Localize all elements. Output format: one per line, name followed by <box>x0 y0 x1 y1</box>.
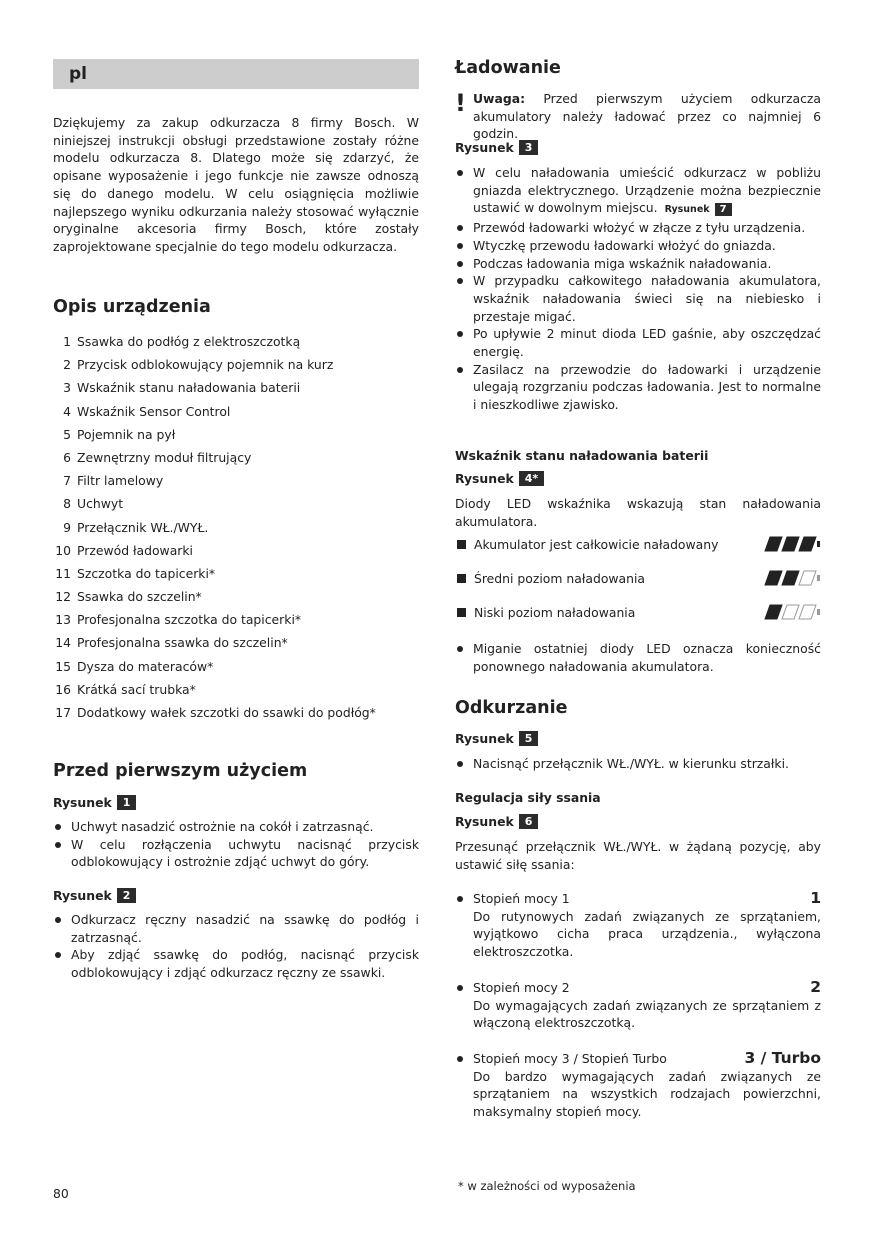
part-label: Szczotka do tapicerki* <box>77 565 216 581</box>
figure-word: Rysunek <box>53 795 112 810</box>
battery-level-label: Średni poziom naładowania <box>474 570 646 586</box>
first-use-heading: Przed pierwszym użyciem <box>53 761 308 781</box>
page-number: 80 <box>53 1186 69 1201</box>
figure-word: Rysunek <box>455 814 514 829</box>
battery-level-row <box>455 595 821 629</box>
vacuuming-heading: Odkurzanie <box>455 698 568 718</box>
charging-heading: Ładowanie <box>455 58 561 78</box>
battery-segment-filled <box>765 605 782 619</box>
battery-segment-empty <box>782 605 799 619</box>
list-item: Podczas ładowania miga wskaźnik naładowania. <box>455 255 821 273</box>
warning-box <box>455 90 821 143</box>
figure-ref-2 <box>53 887 136 904</box>
part-item <box>53 565 419 588</box>
figure-ref-6 <box>455 813 538 830</box>
list-item: W przypadku całkowitego naładowania akumulatora, wskaźnik naładowania świeci się na niebiesko i przestaje migać. <box>455 272 821 325</box>
figure-number: 3 <box>519 140 539 155</box>
part-number: 12 <box>55 589 71 605</box>
figure-ref-3 <box>455 139 538 156</box>
part-item <box>53 495 419 518</box>
part-number: 3 <box>63 380 71 396</box>
part-label: Uchwyt <box>77 496 124 512</box>
battery-full-icon <box>763 536 821 552</box>
parts-list <box>53 333 419 727</box>
charging-list <box>455 164 821 414</box>
part-label: Zewnętrzny moduł filtrujący <box>77 449 252 465</box>
part-number: 13 <box>55 612 71 628</box>
part-label: Ssawka do szczelin* <box>77 589 202 605</box>
part-label: Filtr lamelowy <box>77 473 164 489</box>
part-item <box>53 611 419 634</box>
battery-segment-filled <box>765 571 782 585</box>
fig5-list <box>455 755 821 773</box>
language-bar <box>53 59 419 89</box>
part-label: Wskaźnik stanu naładowania baterii <box>77 380 301 396</box>
part-number: 16 <box>55 681 71 697</box>
battery-medium-icon <box>763 570 821 586</box>
fig1-list <box>53 818 419 871</box>
part-label: Pojemnik na pył <box>77 426 176 442</box>
part-number: 10 <box>55 542 71 558</box>
part-item <box>53 634 419 657</box>
battery-segment-filled <box>782 571 799 585</box>
part-item <box>53 449 419 472</box>
fig2-list <box>53 911 419 982</box>
power-level-item <box>455 890 821 961</box>
part-number: 6 <box>63 449 71 465</box>
square-bullet-icon <box>457 608 466 617</box>
part-item <box>53 379 419 402</box>
battery-level-label: Niski poziom naładowania <box>474 604 636 620</box>
list-item <box>455 164 821 219</box>
warning-label: Uwaga: <box>473 91 526 106</box>
battery-tip <box>817 541 820 547</box>
battery-indicator-heading: Wskaźnik stanu naładowania baterii <box>455 448 709 463</box>
battery-segment-filled <box>765 537 782 551</box>
list-item: Nacisnąć przełącznik WŁ./WYŁ. w kierunku strzałki. <box>455 755 821 773</box>
list-item: Aby zdjąć ssawkę do podłóg, nacisnąć przycisk odblokowujący i zdjąć odkurzacz ręczny ze ssawki. <box>53 946 419 981</box>
figure-ref-1 <box>53 794 136 811</box>
part-item <box>53 658 419 681</box>
part-item <box>53 519 419 542</box>
power-level-name: Stopień mocy 3 / Stopień Turbo <box>473 1050 667 1066</box>
battery-tip <box>817 609 820 615</box>
battery-level-row <box>455 561 821 595</box>
power-level-item <box>455 1050 821 1121</box>
figure-number: 1 <box>117 795 137 810</box>
list-item: Wtyczkę przewodu ładowarki włożyć do gniazda. <box>455 237 821 255</box>
battery-level-row <box>455 527 821 561</box>
warning-icon: ! <box>455 89 466 117</box>
part-item <box>53 356 419 379</box>
part-label: Przełącznik WŁ./WYŁ. <box>77 519 209 535</box>
figure-number: 5 <box>519 731 539 746</box>
part-label: Profesjonalna szczotka do tapicerki* <box>77 612 302 628</box>
part-label: Krátká sací trubka* <box>77 681 196 697</box>
power-level-name: Stopień mocy 1 <box>473 891 570 906</box>
part-number: 2 <box>63 357 71 373</box>
list-item: Zasilacz na przewodzie do ładowarki i urządzenie ulegają rozgrzaniu podczas ładowania. Jest to normalne i nieszkodliwe zjawisko. <box>455 361 821 414</box>
part-item <box>53 542 419 565</box>
suction-heading: Regulacja siły ssania <box>455 790 601 805</box>
part-label: Przewód ładowarki <box>77 542 193 558</box>
part-item <box>53 704 419 727</box>
battery-level-label: Akumulator jest całkowicie naładowany <box>474 536 719 552</box>
battery-segment-filled <box>782 537 799 551</box>
list-item: Przewód ładowarki włożyć w złącze z tyłu urządzenia. <box>455 219 821 237</box>
part-number: 5 <box>63 426 71 442</box>
part-label: Dodatkowy wałek szczotki do ssawki do podłóg* <box>77 705 376 720</box>
battery-segment-empty <box>799 571 816 585</box>
description-heading: Opis urządzenia <box>53 297 211 317</box>
part-number: 8 <box>63 496 71 512</box>
power-level-desc: Do wymagających zadań związanych ze sprzątaniem z włączoną elektroszczotką. <box>473 997 821 1031</box>
list-item: Miganie ostatniej diody LED oznacza konieczność ponownego naładowania akumulatora. <box>455 640 821 675</box>
power-level-name: Stopień mocy 2 <box>473 979 570 995</box>
square-bullet-icon <box>457 574 466 583</box>
figure-word: Rysunek <box>455 471 514 486</box>
part-number: 14 <box>55 635 71 651</box>
suction-text: Przesunąć przełącznik WŁ./WYŁ. w żądaną pozycję, aby ustawić siłę ssania: <box>455 839 821 872</box>
part-item <box>53 403 419 426</box>
figure-number: 2 <box>117 888 137 903</box>
power-level-desc: Do rutynowych zadań związanych ze sprzątaniem, wyjątkowo cicha praca urządzenia., wyłączona elektroszczotka. <box>473 908 821 960</box>
inline-figure-number: 7 <box>715 203 732 216</box>
part-label: Przycisk odblokowujący pojemnik na kurz <box>77 357 334 373</box>
part-number: 15 <box>55 658 71 674</box>
part-number: 1 <box>63 334 71 349</box>
part-number: 11 <box>55 565 71 581</box>
figure-ref-5 <box>455 730 538 747</box>
figure-number: 6 <box>519 814 539 829</box>
part-item <box>53 426 419 449</box>
part-item <box>53 681 419 704</box>
power-levels-list <box>455 890 821 1121</box>
power-level-desc: Do bardzo wymagających zadań związanych ze sprzątaniem na wszystkich rodzajach powierzchni, maksymalny stopień mocy. <box>473 1068 821 1120</box>
list-item-text: W celu naładowania umieścić odkurzacz w pobliżu gniazda elektrycznego. Urządzenie można bezpiecznie ustawić w dowolnym miejscu. <box>473 165 821 216</box>
part-label: Profesjonalna ssawka do szczelin* <box>77 635 288 651</box>
part-number: 4 <box>63 403 71 419</box>
battery-tip <box>817 575 820 581</box>
power-level-value: 2 <box>810 977 821 996</box>
figure-word: Rysunek <box>455 731 514 746</box>
power-level-item <box>455 979 821 1032</box>
warning-body: Przed pierwszym użyciem odkurzacza akumulatory należy ładować przez co najmniej 6 godzin. <box>473 91 821 142</box>
figure-word: Rysunek <box>455 140 514 155</box>
part-item <box>53 588 419 611</box>
battery-indicator-text: Diody LED wskaźnika wskazują stan naładowania akumulatora. <box>455 496 821 529</box>
power-level-value: 3 / Turbo <box>744 1048 821 1067</box>
list-item: Po upływie 2 minut dioda LED gaśnie, aby oszczędzać energię. <box>455 325 821 360</box>
part-number: 17 <box>55 705 71 720</box>
part-item <box>53 333 419 356</box>
part-label: Dysza do materaców* <box>77 658 214 674</box>
part-label: Ssawka do podłóg z elektroszczotką <box>77 334 301 349</box>
battery-segment-filled <box>799 537 816 551</box>
battery-segment-empty <box>799 605 816 619</box>
figure-word: Rysunek <box>53 888 112 903</box>
intro-paragraph: Dziękujemy za zakup odkurzacza 8 firmy Bosch. W niniejszej instrukcji obsługi przedstawione zostały różne modelu odkurzacza 8. Dlatego może się zdarzyć, że opisane wyposażenie i jego funkcje nie zawsze odnoszą się do danego modelu. W celu osiągnięcia możliwie najlepszego wyniku odkurzania należy stosować wyłącznie oryginalne akcesoria firmy Bosch, które zostały zaprojektowane specjalnie do tego modelu odkurzacza. <box>53 115 419 254</box>
figure-number: 4* <box>519 471 544 486</box>
battery-levels <box>455 527 821 629</box>
part-label: Wskaźnik Sensor Control <box>77 403 231 419</box>
battery-low-icon <box>763 604 821 620</box>
square-bullet-icon <box>457 540 466 549</box>
part-number: 7 <box>63 473 71 489</box>
warning-text <box>455 90 821 143</box>
part-number: 9 <box>63 519 71 535</box>
list-item: Odkurzacz ręczny nasadzić na ssawkę do podłóg i zatrzasnąć. <box>53 911 419 946</box>
list-item: W celu rozłączenia uchwytu nacisnąć przycisk odblokowujący i ostrożnie zdjąć uchwyt do góry. <box>53 836 419 871</box>
figure-ref-4 <box>455 470 544 487</box>
list-item: Uchwyt nasadzić ostrożnie na cokół i zatrzasnąć. <box>53 818 419 836</box>
footnote: * w zależności od wyposażenia <box>458 1179 636 1193</box>
power-level-value: 1 <box>810 889 821 907</box>
battery-note-list <box>455 640 821 675</box>
language-code: pl <box>69 64 87 84</box>
inline-figure-word: Rysunek <box>664 204 710 216</box>
part-item <box>53 472 419 495</box>
